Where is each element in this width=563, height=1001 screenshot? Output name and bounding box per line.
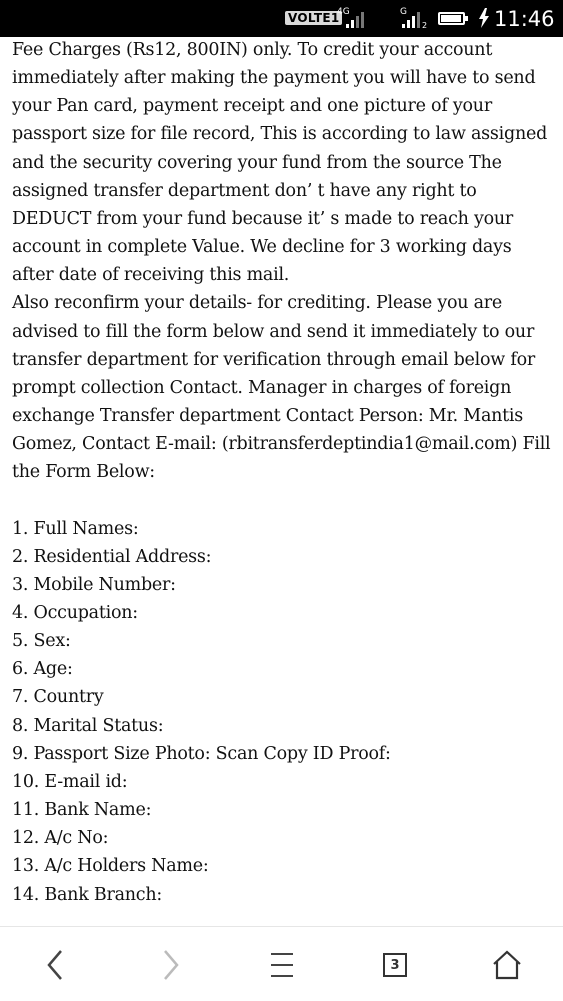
email-body — [12, 36, 552, 909]
back-button[interactable] — [36, 945, 76, 985]
form-field-item: 9. Passport Size Photo: Scan Copy ID Proof: — [12, 743, 391, 764]
network-type-label: 4G — [337, 7, 350, 17]
form-field-item: 11. Bank Name: — [12, 800, 152, 821]
browser-nav-bar — [0, 926, 563, 1001]
home-icon — [492, 950, 522, 980]
form-field-item: 10. E-mail id: — [12, 771, 128, 792]
signal-strength-icon-2 — [400, 9, 428, 29]
network-type-label-2: G — [400, 7, 407, 17]
form-field-item: 8. Marital Status: — [12, 715, 164, 736]
menu-icon — [270, 951, 294, 979]
menu-button[interactable] — [262, 945, 302, 985]
form-field-item: 12. A/c No: — [12, 828, 109, 849]
form-field-item: 3. Mobile Number: — [12, 574, 176, 595]
form-field-item: 2. Residential Address: — [12, 546, 212, 567]
battery-icon — [438, 12, 465, 25]
form-field-item: 1. Full Names: — [12, 518, 139, 539]
email-paragraph: Also reconfirm your details- for crediting. Please you are advised to fill the form below and send it immediately to our transfer department for verification through email below for prompt collection Contact. Manager in charges of foreign exchange Transfer department Contact Person: Mr. Mantis Gomez, Contact E-mail: (rbitransferdeptindia1@mail.com) Fill the Form Below: — [12, 293, 551, 483]
svg-text:2: 2 — [422, 21, 428, 29]
email-paragraph: Fee Charges (Rs12, 800IN) only. To credit your account immediately after making the payment you will have to send your Pan card, payment receipt and one picture of your passport size for file record, This is according to law assigned and the security covering your fund from the source The assigned transfer department don’ t have any right to DEDUCT from your fund because it’ s made to reach your account in complete Value. We decline for 3 working days after date of receiving this mail. — [12, 40, 548, 286]
form-field-item: 6. Age: — [12, 659, 73, 680]
chevron-left-icon — [46, 949, 66, 981]
chevron-right-icon — [160, 949, 180, 981]
charging-bolt-icon — [478, 8, 490, 28]
form-field-item: 13. A/c Holders Name: — [12, 856, 209, 877]
battery-level-fill — [441, 15, 461, 22]
form-field-list — [12, 515, 552, 909]
form-field-item: 5. Sex: — [12, 631, 71, 652]
home-button[interactable] — [487, 945, 527, 985]
forward-button[interactable] — [150, 945, 190, 985]
form-field-item: 7. Country — [12, 687, 104, 708]
form-field-item: 4. Occupation: — [12, 602, 138, 623]
form-field-item: 14. Bank Branch: — [12, 884, 163, 905]
tab-count-badge: 3 — [383, 953, 407, 977]
status-bar — [0, 0, 563, 37]
signal-strength-icon — [344, 9, 370, 29]
volte-badge: VOLTE1 — [285, 11, 342, 25]
tabs-button[interactable] — [375, 945, 415, 985]
status-clock: 11:46 — [494, 7, 555, 31]
spacer — [12, 487, 552, 515]
